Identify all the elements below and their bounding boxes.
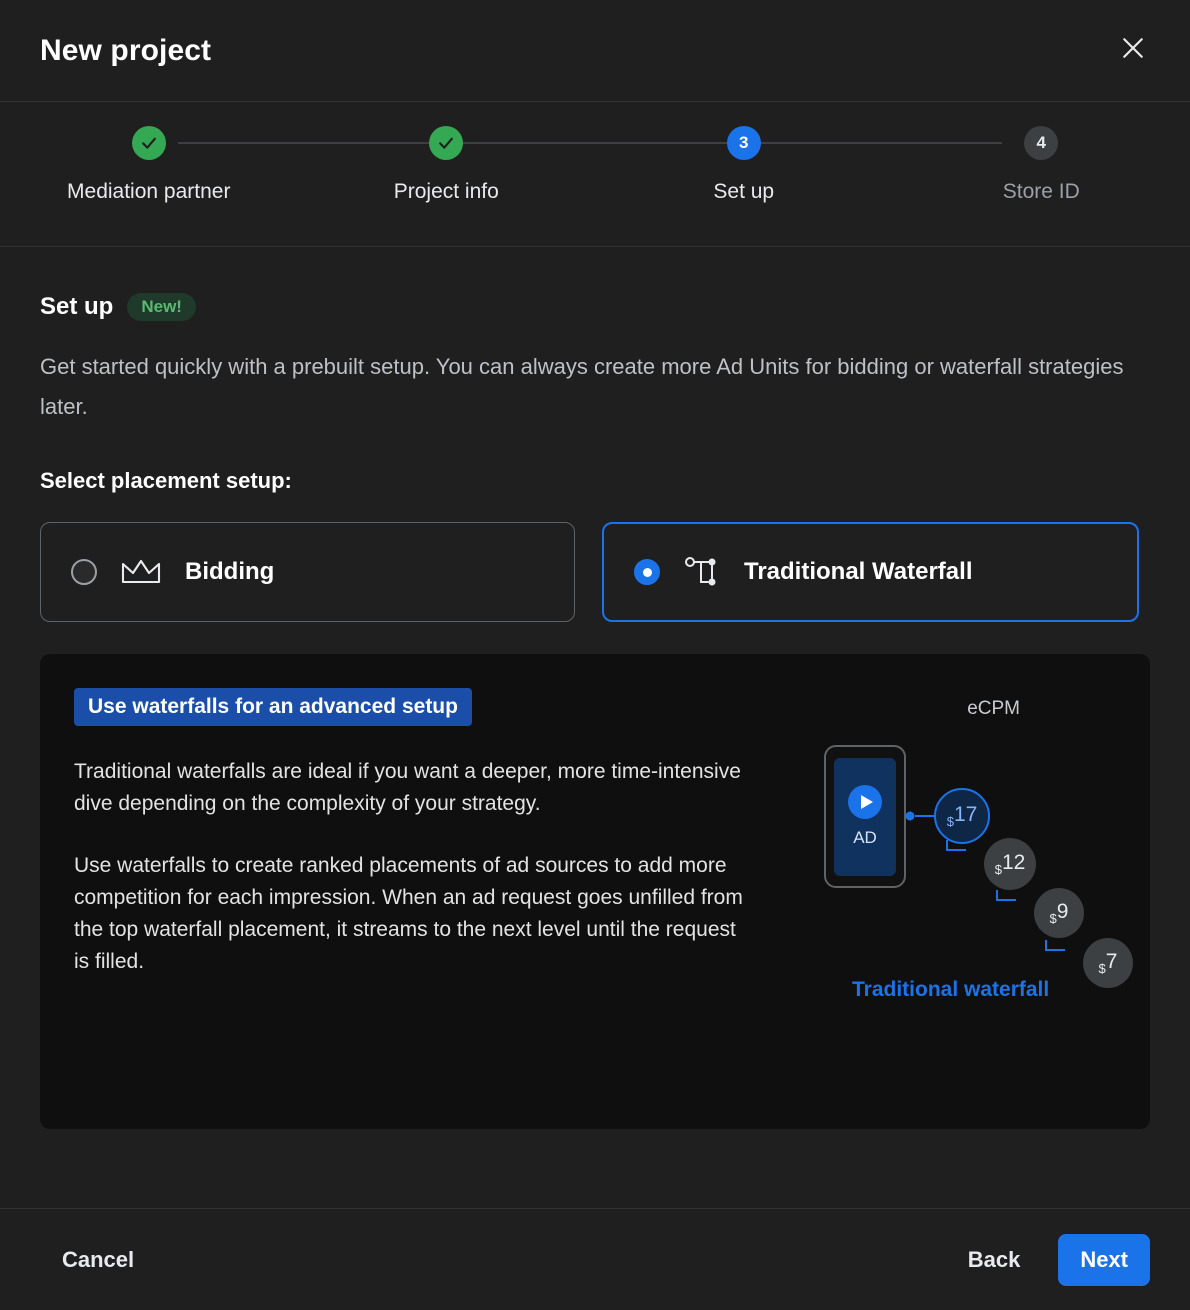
next-button[interactable]: Next (1058, 1234, 1150, 1286)
currency-symbol: $ (946, 814, 954, 830)
stepper-connector (728, 142, 1002, 144)
close-button[interactable] (1110, 28, 1156, 74)
info-panel-text (74, 688, 774, 1129)
option-bidding[interactable] (40, 522, 575, 622)
ecpm-node (934, 788, 990, 844)
close-icon (1118, 33, 1148, 68)
ecpm-label: eCPM (967, 698, 1020, 720)
currency-symbol: $ (1049, 911, 1057, 927)
info-panel (40, 654, 1150, 1129)
step-marker-todo: 4 (1024, 126, 1058, 160)
ecpm-value: 12 (1001, 851, 1026, 875)
stepper-step-store-id[interactable] (893, 102, 1190, 204)
diagram-caption-link[interactable]: Traditional waterfall (852, 978, 1050, 1002)
radio-bidding[interactable] (71, 559, 97, 585)
info-paragraph-2: Use waterfalls to create ranked placements of ad sources to add more competition for each impression. When an ad request goes unfilled from the top waterfall placement, it streams to the next level until the request is filled. (74, 854, 743, 973)
info-chip: Use waterfalls for an advanced setup (74, 688, 472, 726)
option-traditional-waterfall[interactable] (602, 522, 1139, 622)
stepper (0, 102, 1190, 247)
step-marker-done (132, 126, 166, 160)
option-waterfall-label: Traditional Waterfall (744, 558, 973, 586)
check-icon (139, 133, 159, 153)
info-paragraph-1: Traditional waterfalls are ideal if you want a deeper, more time-intensive dive depending on the complexity of your strategy. (74, 760, 741, 816)
cancel-button[interactable]: Cancel (40, 1234, 156, 1286)
dialog-header (0, 0, 1190, 102)
waterfall-icon (682, 555, 722, 589)
dialog-body (0, 247, 1190, 1208)
ecpm-value: 17 (953, 803, 978, 827)
stepper-steps (0, 102, 1190, 204)
crown-icon (119, 556, 163, 588)
stepper-connector (178, 142, 452, 144)
section-title: Set up (40, 293, 114, 320)
stepper-label: Store ID (1002, 180, 1080, 203)
step-marker-done (429, 126, 463, 160)
ecpm-node (984, 838, 1036, 890)
stepper-label: Set up (713, 180, 775, 203)
footer-actions (946, 1234, 1150, 1286)
stepper-step-project-info[interactable] (298, 102, 596, 204)
waterfall-diagram (784, 688, 1116, 1129)
dialog-footer (0, 1208, 1190, 1310)
back-button[interactable]: Back (946, 1234, 1043, 1286)
section-heading (40, 293, 1150, 321)
stepper-connector (452, 142, 728, 144)
radio-traditional-waterfall[interactable] (634, 559, 660, 585)
ecpm-value: 7 (1105, 950, 1118, 974)
page-title: New project (40, 33, 212, 67)
option-bidding-label: Bidding (185, 558, 275, 586)
step-marker-active: 3 (727, 126, 761, 160)
ecpm-node (1083, 938, 1133, 988)
stepper-label: Project info (393, 180, 499, 203)
currency-symbol: $ (1098, 961, 1106, 977)
status-badge: New! (127, 293, 196, 321)
check-icon (436, 133, 456, 153)
placement-options (40, 522, 1150, 622)
select-placement-label: Select placement setup: (40, 468, 292, 494)
currency-symbol: $ (994, 862, 1002, 878)
stepper-step-mediation-partner[interactable] (0, 102, 298, 204)
ecpm-node (1034, 888, 1084, 938)
stepper-step-set-up[interactable] (595, 102, 893, 204)
stepper-label: Mediation partner (67, 180, 231, 203)
phone-ad-label: AD (853, 828, 877, 848)
section-description: Get started quickly with a prebuilt setup. You can always create more Ad Units for bidding or waterfall strategies later. (40, 354, 1124, 419)
ecpm-value: 9 (1056, 900, 1069, 924)
